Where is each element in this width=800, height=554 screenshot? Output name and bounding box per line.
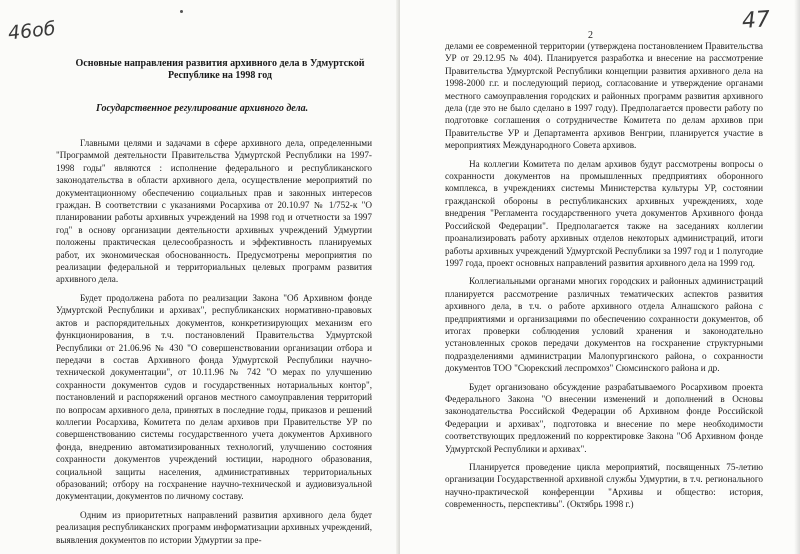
paragraph: Коллегиальными органами многих городских и районных администраций планируется рассмотрение различных тематических аспектов развития архивного дела, в т.ч. о работе архивного отдела Алнашского района с предприятиями и организациями по обеспечению сохранности документов, об итогах проверки соблюдения условий хранения и законодательно установленных сроков передачи документов на госхранение структурными подразделениями администрации Малопургинского района, о сохранности документов ТОО "Сюрекский леспромхоз" Сюмсинского района и др.: [445, 276, 763, 374]
handwritten-folio-number: 47: [741, 7, 771, 34]
page-number: 2: [588, 30, 593, 41]
document-title: Основные направления развития архивного дела в Удмуртской Республике на 1998 год: [75, 58, 365, 81]
left-page-body: [56, 137, 372, 546]
section-subtitle: Государственное регулирование архивного дела.: [96, 103, 309, 114]
paragraph: Одним из приоритетных направлений развития архивного дела будет реализация республиканских программ информатизации архивных учреждений, выявления документов по истории Удмуртии за пре-: [56, 509, 372, 545]
scan-speck: [180, 10, 183, 13]
page-edge-shadow: [794, 0, 800, 554]
paragraph: На коллегии Комитета по делам архивов будут рассмотрены вопросы о сохранности документов на промышленных предприятиях оборонного комплекса, в учреждениях системы Министерства культуры УР, состоянии гражданской обороны в республиканских архивных учреждениях, ходе внедрения "Регламента государственного учета документов Архивного фонда Российской Федерации". Предполагается также на заседаниях коллегии проанализировать работу архивных отделов некоторых администраций, итоги работы архивных учреждений Удмуртской Республики за 1997 год и 1 полугодие 1997 года, проект основных направлений развития архивного дела на 1999 год.: [445, 158, 763, 268]
paragraph: Планируется проведение цикла мероприятий, посвященных 75-летию организации Государственной архивной службы Удмуртии, в т.ч. регионального научно-практической конференции "Архивы и общество: история, современность, перспективы". (Октябрь 1998 г.): [445, 462, 763, 510]
handwritten-folio-number: 46об: [6, 17, 57, 45]
right-page-body: [445, 40, 763, 511]
paragraph: Главными целями и задачами в сфере архивного дела, определенными "Программой деятельности Правительства Удмуртской Республики на 1997-1998 годы" являются : исполнение федерального и республиканского законодательства в области архивного дела, осуществление мероприятий по документационному обеспечению социальных прав и законных интересов граждан. В соответствии с указаниями Росархива от 20.10.97 № 1/752-к "О планировании работы архивных учреждений на 1998 год и отчетности за 1997 год" в основу организации деятельности архивных учреждений Удмуртии положены практическая целесообразность и эффективность планируемых работ, их экономическая обоснованность. Предусмотрены мероприятия по реализации федеральной и территориальных целевых программ развития архивного дела.: [56, 138, 372, 285]
paragraph: делами ее современной территории (утверждена постановлением Правительства УР от 29.12.95 № 404). Планируется разработка и внесение на рассмотрение Правительства Удмуртской Республики концепции развития архивного дела на 1998-2000 г.г. и последующий период, согласование и утверждение органами местного самоуправления городских и районных программ развития архивного дела (где это не было сделано в 1997 году). Предполагается провести работу по подготовке соглашения о сотрудничестве Комитета по делам архивов при Правительстве УР и Департамента архивов Венгрии, планируется участие в мероприятиях Международного Совета архивов.: [445, 41, 763, 151]
paragraph: Будет организовано обсуждение разрабатываемого Росархивом проекта Федерального Закона "О внесении изменений и дополнений в Основы законодательства Российской Федерации об Архивном фонде Российской Федерации и архивах", подготовка и внесение по мере необходимости соответствующих предложений по корректировке Закона "Об Архивном фонде Удмуртской Республики и архивах".: [445, 381, 763, 454]
paragraph: Будет продолжена работа по реализации Закона "Об Архивном фонде Удмуртской Республики и архивах", республиканских нормативно-правовых актов и распорядительных документов, конкретизирующих механизм его функционирования, в т.ч. постановлений Правительства Удмуртской Республики от 21.06.96 № 430 "О совершенствовании организации отбора и передачи в состав Архивного фонда Удмуртской Республики научно-технической документации", от 10.11.96 № 742 "О мерах по улучшению сохранности документов судов и государственных нотариальных контор", постановлений и распоряжений органов местного самоуправления территорий по вопросам архивного дела, принятых в последние годы, приказов и решений коллегии Росархива, Комитета по делам архивов при Правительстве УР по совершенствованию системы государственного учета документов Архивного фонда, внедрению автоматизированных технологий, улучшению состояния сохранности документов учреждений юстиции, народного образования, социальной защиты населения, административных территориальных образований; отбору на госхранение научно-технической и аудиовизуальной документации, документов по личному составу.: [56, 292, 372, 502]
